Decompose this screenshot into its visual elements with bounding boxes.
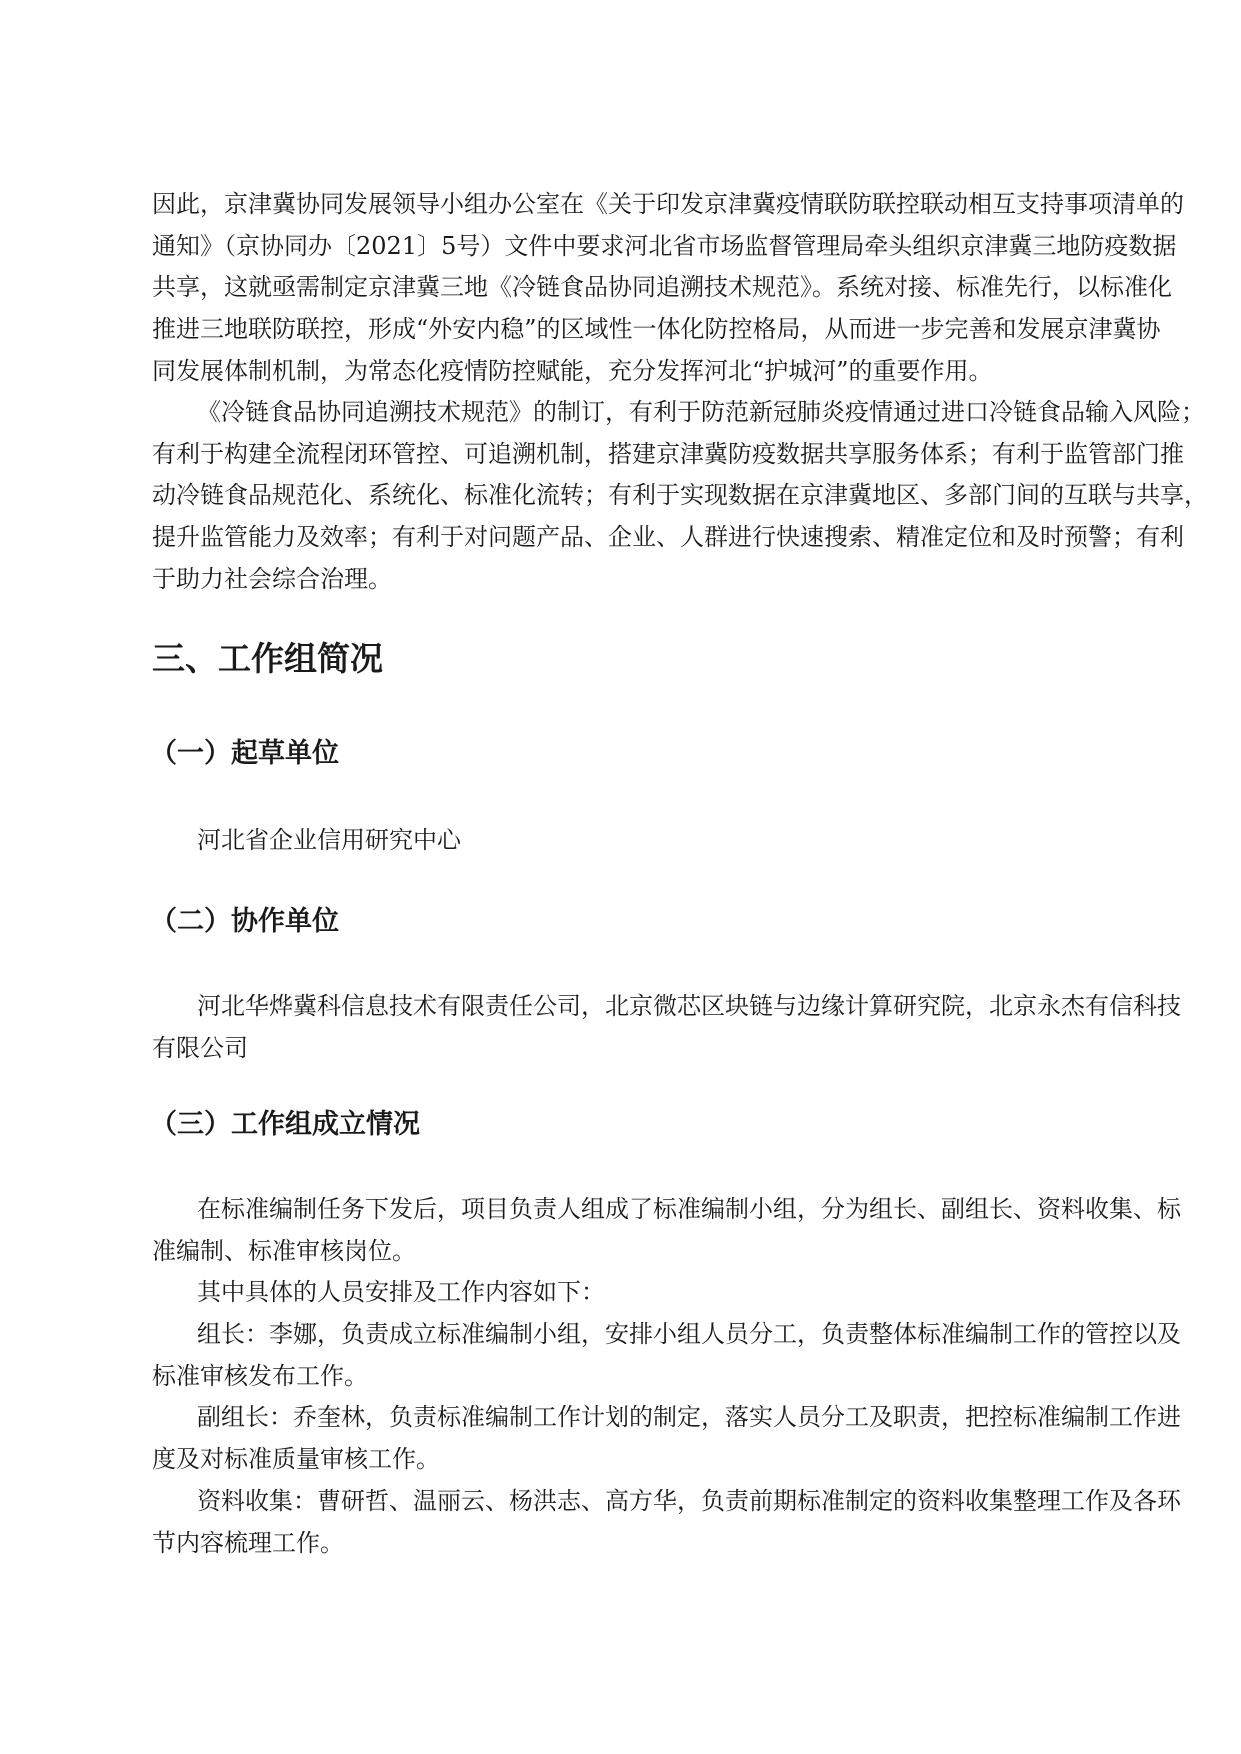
text-line: 节内容梳理工作。 bbox=[152, 1528, 344, 1557]
text-line: 资料收集：曹研哲、温丽云、杨洪志、高方华，负责前期标准制定的资料收集整理工作及各环 bbox=[197, 1486, 1181, 1515]
text-line: 度及对标准质量审核工作。 bbox=[152, 1445, 440, 1474]
text-line: 《冷链食品协同追溯技术规范》的制订，有利于防范新冠肺炎疫情通过进口冷链食品输入风险； bbox=[197, 398, 1205, 426]
cooperating-units-text bbox=[152, 986, 1181, 1069]
text-line: 共享，这就亟需制定京津冀三地《冷链食品协同追溯技术规范》。系统对接、标准先行，以标准化 bbox=[152, 273, 1172, 302]
text-line: 推进三地联防联控，形成“外安内稳”的区域性一体化防控格局，从而进一步完善和发展京津冀协 bbox=[152, 315, 1161, 344]
working-group-text bbox=[152, 1189, 1181, 1564]
text-line: 有利于构建全流程闭环管控、可追溯机制，搭建京津冀防疫数据共享服务体系；有利于监管部门推 bbox=[152, 439, 1184, 468]
subsection-heading-drafting-unit: （一）起草单位 bbox=[150, 738, 339, 769]
text-line: 河北省企业信用研究中心 bbox=[197, 826, 461, 854]
paragraph-significance bbox=[152, 392, 1208, 600]
text-line: 有限公司 bbox=[152, 1033, 248, 1062]
text-line: 副组长：乔奎林，负责标准编制工作计划的制定，落实人员分工及职责，把控标准编制工作进 bbox=[197, 1403, 1181, 1432]
text-line: 于助力社会综合治理。 bbox=[152, 564, 392, 593]
text-line: 提升监管能力及效率；有利于对问题产品、企业、人群进行快速搜索、精准定位和及时预警；有利 bbox=[152, 523, 1184, 552]
subsection-heading-cooperating-units: （二）协作单位 bbox=[150, 906, 339, 937]
text-line: 其中具体的人员安排及工作内容如下： bbox=[197, 1278, 605, 1307]
text-line: 在标准编制任务下发后，项目负责人组成了标准编制小组，分为组长、副组长、资料收集、标 bbox=[197, 1195, 1181, 1223]
text-line: 同发展体制机制，为常态化疫情防控赋能，充分发挥河北“护城河”的重要作用。 bbox=[152, 356, 993, 385]
subsection-heading-working-group: （三）工作组成立情况 bbox=[150, 1109, 420, 1140]
text-line: 河北华烨冀科信息技术有限责任公司，北京微芯区块链与边缘计算研究院，北京永杰有信科技 bbox=[197, 992, 1181, 1020]
text-line: 通知》（京协同办〔2021〕5号）文件中要求河北省市场监督管理局牵头组织京津冀三地防疫数据 bbox=[152, 231, 1177, 260]
text-line: 标准审核发布工作。 bbox=[152, 1361, 368, 1390]
text-line: 因此，京津冀协同发展领导小组办公室在《关于印发京津冀疫情联防联控联动相互支持事项清单的 bbox=[152, 190, 1184, 218]
text-line: 准编制、标准审核岗位。 bbox=[152, 1236, 416, 1265]
drafting-unit-text bbox=[152, 820, 1093, 862]
section-heading: 三、工作组简况 bbox=[152, 639, 383, 678]
text-line: 动冷链食品规范化、系统化、标准化流转；有利于实现数据在京津冀地区、多部门间的互联与共享， bbox=[152, 481, 1208, 510]
text-line: 组长：李娜，负责成立标准编制小组，安排小组人员分工，负责整体标准编制工作的管控以及 bbox=[197, 1320, 1181, 1349]
paragraph-background bbox=[152, 184, 1184, 392]
